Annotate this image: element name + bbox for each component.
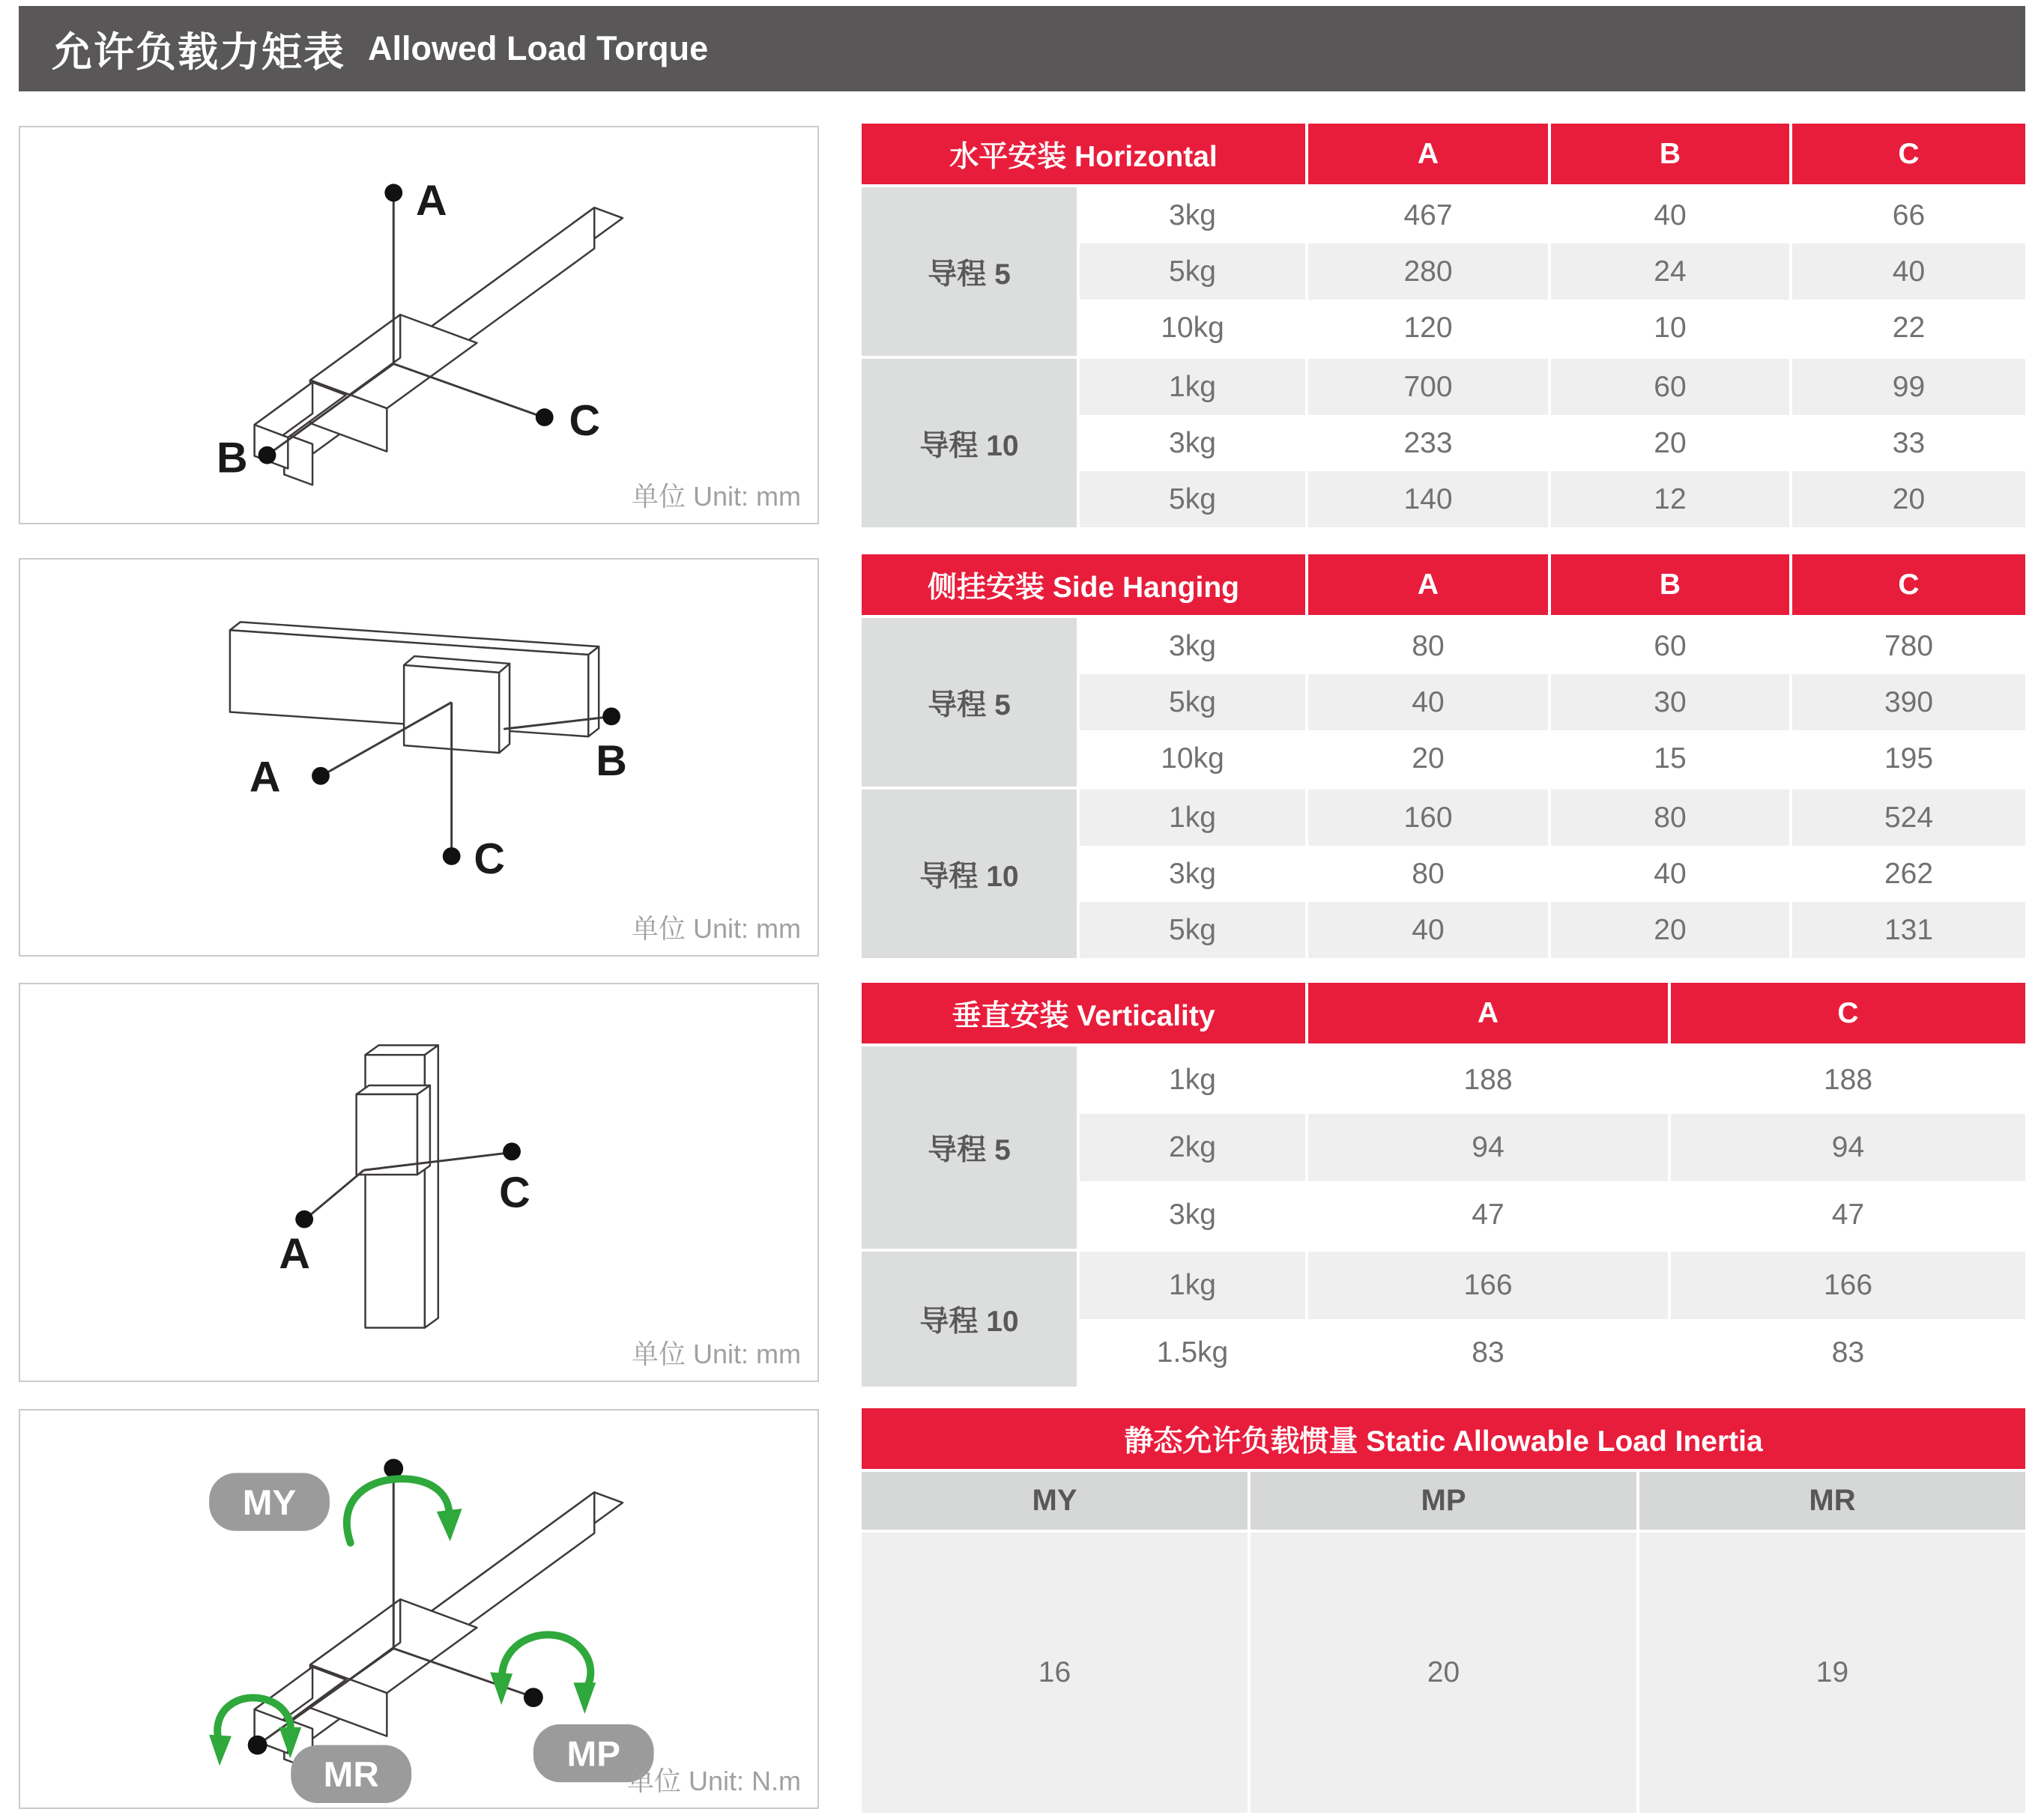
diagram-side-hanging-mounting: [19, 558, 819, 957]
value-cell: 66: [1792, 187, 2025, 243]
value-cell-mr: 19: [1639, 1533, 2025, 1813]
value-cell: 60: [1551, 359, 1789, 415]
axis-point-b: [258, 446, 276, 464]
value-cell: 83: [1671, 1319, 2025, 1387]
load-cell: 1kg: [1080, 1252, 1305, 1319]
value-cell-mp: 20: [1251, 1533, 1636, 1813]
value-cell: 524: [1792, 790, 2025, 846]
table-horizontal-header: [862, 124, 2025, 184]
axis-point-a: [295, 1211, 313, 1228]
load-cell: 1kg: [1080, 1046, 1305, 1114]
value-cell: 131: [1792, 902, 2025, 958]
value-cell: 160: [1308, 790, 1548, 846]
column-header-a: A: [1308, 124, 1548, 184]
load-cell: 2kg: [1080, 1114, 1305, 1181]
lead-5-group: [862, 618, 2025, 787]
vertical-mounting-drawing: [20, 984, 817, 1381]
lead-5-group: [862, 187, 2025, 356]
torque-point-mr: [248, 1736, 267, 1755]
value-cell: 24: [1551, 243, 1789, 300]
value-cell: 280: [1308, 243, 1548, 300]
value-cell: 20: [1551, 415, 1789, 471]
diagram-horizontal-mounting: [19, 126, 819, 524]
page-title-chinese: 允许负载力矩表: [52, 29, 345, 75]
column-header-c: C: [1792, 124, 2025, 184]
column-header-c: C: [1792, 554, 2025, 615]
page-header: [19, 6, 2025, 91]
axis-point-b: [602, 708, 620, 726]
value-cell: 12: [1551, 471, 1789, 527]
value-cell: 15: [1551, 730, 1789, 787]
axis-point-c: [443, 847, 461, 865]
axis-label-c: C: [569, 396, 601, 445]
page-title-english: Allowed Load Torque: [368, 29, 709, 67]
table-side-hanging-header: [862, 554, 2025, 615]
value-cell: 94: [1308, 1114, 1668, 1181]
column-header-mp: MP: [1251, 1472, 1636, 1530]
rotation-arrow-my: [347, 1479, 450, 1542]
axis-point-a: [312, 767, 330, 785]
value-cell: 390: [1792, 674, 2025, 730]
value-cell: 40: [1551, 187, 1789, 243]
unit-label: 单位 Unit: N.m: [626, 1766, 801, 1796]
value-cell: 140: [1308, 471, 1548, 527]
value-cell: 47: [1671, 1181, 2025, 1249]
rotation-arrowhead-mr-left: [209, 1735, 232, 1766]
lead-label: 导程 10: [862, 1252, 1077, 1387]
unit-label: 单位 Unit: mm: [631, 481, 801, 512]
diagram-torque-axes: [19, 1409, 819, 1809]
load-cell: 3kg: [1080, 1181, 1305, 1249]
value-cell: 233: [1308, 415, 1548, 471]
value-cell: 20: [1551, 902, 1789, 958]
load-cell: 10kg: [1080, 730, 1305, 787]
value-cell: 40: [1308, 674, 1548, 730]
value-cell: 467: [1308, 187, 1548, 243]
table-static-load-inertia: [862, 1408, 2025, 1813]
value-cell: 166: [1671, 1252, 2025, 1319]
value-cell: 33: [1792, 415, 2025, 471]
inertia-value-row: [862, 1533, 2025, 1813]
axis-label-c: C: [499, 1169, 530, 1217]
value-cell: 40: [1308, 902, 1548, 958]
axis-label-a: A: [416, 177, 447, 225]
table-side-hanging: [862, 554, 2025, 958]
column-header-a: A: [1308, 983, 1668, 1043]
value-cell: 262: [1792, 846, 2025, 902]
inertia-subheader-row: [862, 1472, 2025, 1530]
value-cell: 120: [1308, 300, 1548, 356]
load-cell: 3kg: [1080, 415, 1305, 471]
column-header-b: B: [1551, 554, 1789, 615]
axis-point-c: [503, 1142, 521, 1160]
load-cell: 3kg: [1080, 618, 1305, 674]
value-cell: 780: [1792, 618, 2025, 674]
value-cell: 20: [1792, 471, 2025, 527]
value-cell: 188: [1308, 1046, 1668, 1114]
value-cell-my: 16: [862, 1533, 1248, 1813]
axis-label-b: B: [596, 736, 627, 785]
column-header-c: C: [1671, 983, 2025, 1043]
load-cell: 1kg: [1080, 790, 1305, 846]
lead-10-group: [862, 790, 2025, 958]
badge-my-label: MY: [242, 1482, 297, 1523]
axis-label-a: A: [249, 753, 281, 802]
load-cell: 5kg: [1080, 243, 1305, 300]
rotation-arrowhead-mp-right: [573, 1682, 596, 1714]
value-cell: 195: [1792, 730, 2025, 787]
value-cell: 40: [1551, 846, 1789, 902]
load-cell: 1kg: [1080, 359, 1305, 415]
load-cell: 5kg: [1080, 674, 1305, 730]
value-cell: 166: [1308, 1252, 1668, 1319]
value-cell: 80: [1551, 790, 1789, 846]
lead-label: 导程 5: [862, 1046, 1077, 1249]
table-title: 静态允许负载惯量 Static Allowable Load Inertia: [862, 1408, 2025, 1469]
side-hanging-drawing: [20, 560, 817, 955]
value-cell: 99: [1792, 359, 2025, 415]
column-header-b: B: [1551, 124, 1789, 184]
value-cell: 10: [1551, 300, 1789, 356]
lead-label: 导程 5: [862, 187, 1077, 356]
table-horizontal: [862, 124, 2025, 527]
column-header-a: A: [1308, 554, 1548, 615]
lead-10-group: [862, 1252, 2025, 1387]
badge-mp-label: MP: [566, 1734, 620, 1775]
load-cell: 10kg: [1080, 300, 1305, 356]
value-cell: 20: [1308, 730, 1548, 787]
column-header-my: MY: [862, 1472, 1248, 1530]
rotation-arrowhead-my: [437, 1509, 462, 1542]
axis-label-a: A: [279, 1230, 310, 1279]
axis-label-b: B: [217, 434, 248, 482]
value-cell: 30: [1551, 674, 1789, 730]
value-cell: 188: [1671, 1046, 2025, 1114]
table-verticality: [862, 983, 2025, 1387]
axis-point-c: [536, 408, 554, 426]
value-cell: 80: [1308, 846, 1548, 902]
horizontal-mounting-drawing: [20, 127, 817, 523]
value-cell: 22: [1792, 300, 2025, 356]
axis-point-a: [384, 184, 402, 202]
table-title: 侧挂安装 Side Hanging: [862, 554, 1305, 615]
table-title: 垂直安装 Verticality: [862, 983, 1305, 1043]
value-cell: 80: [1308, 618, 1548, 674]
diagram-vertical-mounting: [19, 983, 819, 1382]
torque-point-mp: [524, 1688, 543, 1707]
load-cell: 3kg: [1080, 846, 1305, 902]
lead-label: 导程 10: [862, 359, 1077, 527]
table-verticality-header: [862, 983, 2025, 1043]
column-header-mr: MR: [1639, 1472, 2025, 1530]
value-cell: 94: [1671, 1114, 2025, 1181]
value-cell: 47: [1308, 1181, 1668, 1249]
unit-label: 单位 Unit: mm: [631, 913, 801, 944]
value-cell: 40: [1792, 243, 2025, 300]
value-cell: 60: [1551, 618, 1789, 674]
axis-label-c: C: [474, 834, 506, 883]
badge-mr-label: MR: [323, 1755, 379, 1796]
load-cell: 3kg: [1080, 187, 1305, 243]
load-cell: 5kg: [1080, 902, 1305, 958]
lead-10-group: [862, 359, 2025, 527]
table-title: 水平安装 Horizontal: [862, 124, 1305, 184]
torque-axes-drawing: [20, 1411, 817, 1808]
unit-label: 单位 Unit: mm: [631, 1339, 801, 1369]
value-cell: 83: [1308, 1319, 1668, 1387]
load-cell: 5kg: [1080, 471, 1305, 527]
lead-label: 导程 5: [862, 618, 1077, 787]
lead-label: 导程 10: [862, 790, 1077, 958]
lead-5-group: [862, 1046, 2025, 1249]
load-cell: 1.5kg: [1080, 1319, 1305, 1387]
value-cell: 700: [1308, 359, 1548, 415]
